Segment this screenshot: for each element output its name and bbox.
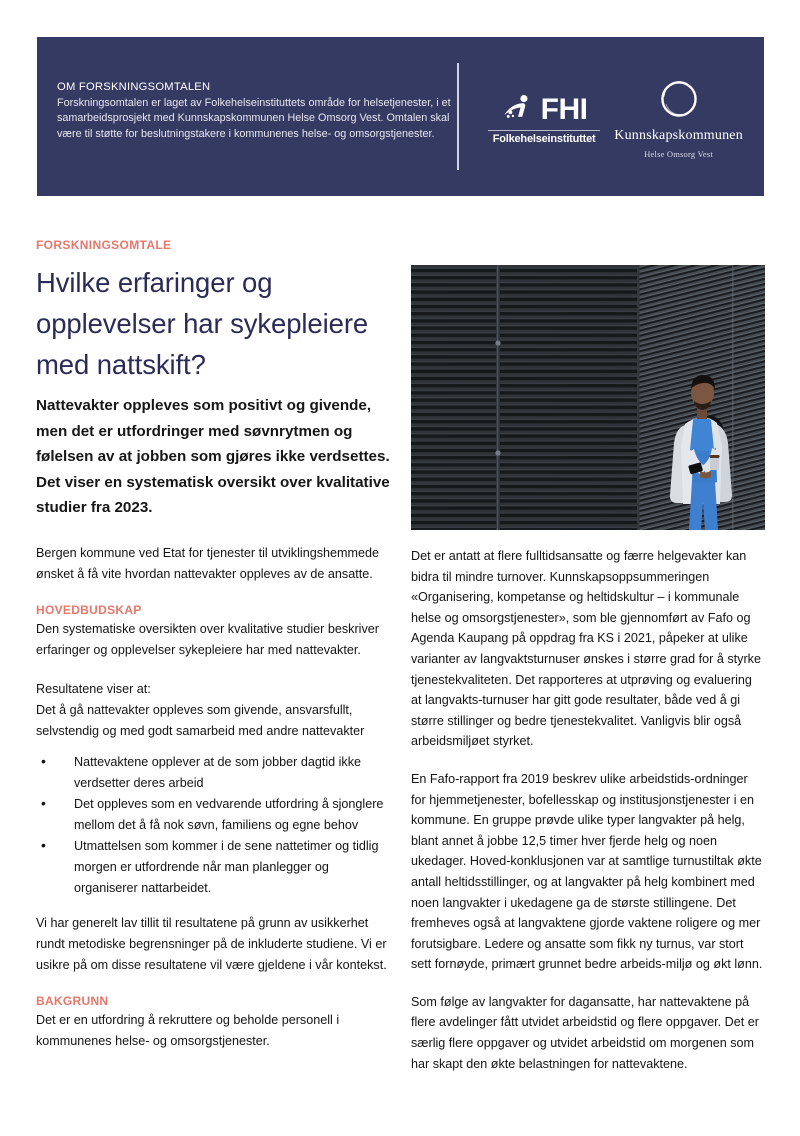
kunnskapskommunen-logo (614, 76, 743, 159)
hovedbudskap-paragraph: Den systematiske oversikten over kvalitative studier beskriver erfaringer og opplevelser sykepleiere har med nattevakter. (36, 621, 379, 657)
article-eyebrow: FORSKNINGSOMTALE (36, 238, 172, 252)
right-column (411, 546, 765, 1091)
fhi-figure-icon (501, 93, 535, 127)
banner-about-title: OM FORSKNINGSOMTALEN (57, 81, 211, 93)
left-column (36, 238, 396, 1070)
fhi-logo-rule (488, 130, 600, 131)
results-bullet-list (36, 752, 396, 899)
list-item: • Nattevaktene opplever at de som jobber dagtid ikke verdsetter deres arbeid (36, 752, 396, 794)
banner-logo-group (459, 37, 764, 196)
fhi-logo (488, 93, 600, 145)
section-heading-hovedbudskap: HOVEDBUDSKAP (36, 602, 142, 617)
header-banner (37, 37, 764, 196)
results-lead: Det å gå nattevakter oppleves som givende, ansvarsfullt, selvstendig og med godt samarbeid med andre nattevakter (36, 702, 365, 738)
banner-about-body: Forskningsomtalen er laget av Folkehelseinstituttets område for helsetjenester, i et samarbeidsprosjekt med Kunnskapskommunen Helse Omsorg Vest. Omtalen skal være til støtte for beslutningstakere i kommunenes helse- og omsorgstjenester. (57, 97, 451, 140)
kunnskapskommunen-tagline: Helse Omsorg Vest (644, 149, 713, 159)
right-paragraph: Det er antatt at flere fulltidsansatte og færre helgevakter kan bidra til mindre turnover. Kunnskapsoppsummeringen «Organisering, kompetanse og heltidskultur – i kommunale helse og omsorgstjenester», som ble gjennomført av Fafo og Agenda Kaupang på oppdrag fra KS i 2021, påpeker at ulike varianter av langvaktsturnuser ønskes i større grad for å styrke tjenestekvaliteten. Det rapporteres at utprøving og evaluering at langvakts-turnuser har gitt gode resultater, både ved å gi større stillinger og bedre tjenestekvalitet. Vanligvis blir også arbeidsmiljøet styrket. (411, 549, 761, 749)
list-item: • Det oppleves som en vedvarende utfordring å sjonglere mellom det å få nok søvn, familiens og egne behov (36, 794, 396, 836)
fhi-fullname: Folkehelseinstituttet (492, 132, 596, 145)
bakgrunn-paragraph: Det er en utfordring å rekruttere og beholde personell i kommunenes helse- og omsorgstjenester. (36, 1012, 340, 1048)
ring-icon (656, 76, 702, 122)
right-paragraph: Som følge av langvakter for dagansatte, har nattevaktene på flere avdelinger fått utvidet arbeidstid og flere oppgaver. Det er særlig flere oppgaver og utvidet arbeidstid om morgenen som har skapt den økte belastningen for nattevaktene. (411, 994, 759, 1071)
article-photo (411, 265, 765, 530)
list-item: • Utmattelsen som kommer i de sene nattetimer og tidlig morgen er utfordrende når man planlegger og organiserer nattarbeidet. (36, 836, 396, 899)
kunnskapskommunen-name: Kunnskapskommunen (614, 128, 743, 143)
article-intro-paragraph: Bergen kommune ved Etat for tjenester til utviklingshemmede ønsket å få vite hvordan nattevakter oppleves av de ansatte. (36, 545, 379, 581)
page-title: Hvilke erfaringer og opplevelser har sykepleiere med nattskift? (36, 267, 369, 380)
fhi-abbrev: FHI (540, 92, 588, 126)
section-heading-bakgrunn: BAKGRUNN (36, 993, 109, 1008)
article-lede: Nattevakter oppleves som positivt og givende, men det er utfordringer med søvnrytmen og følelsen av at jobben som gjøres ikke verdsettes. Det viser en systematisk oversikt over kvalitative studier fra 2023. (36, 397, 390, 516)
results-intro: Resultatene viser at: (36, 681, 151, 696)
right-paragraph: En Fafo-rapport fra 2019 beskrev ulike arbeidstids-ordninger for hjemmetjenester, bofellesskap og institusjonstjenester i en kommune. En gruppe prøvde ulike typer langvakter på helg, blant annet å jobbe 12,5 timer hver fjerde helg og noen ukedager. Hoved-konklusjonen var at samtlige turnustiltak økte antall heltidsstillinger, og at langvakter på helg kombinert med noen langvakter i ukedagene ga de største stillingene. Det fremheves også at langvaktene gjorde vaktene roligere og mer forutsigbare. Ledere og ansatte som fikk ny turnus, var stort sett fornøyde, primært grunnet bedre arbeids-miljø og økt lønn. (411, 771, 763, 972)
banner-about-block (37, 37, 457, 196)
hovedbudskap-closing-paragraph: Vi har generelt lav tillit til resultatene på grunn av usikkerhet rundt metodiske begrensninger på de inkluderte studiene. Vi er usikre på om disse resultatene vil være gjeldene i vår kontekst. (36, 915, 387, 972)
